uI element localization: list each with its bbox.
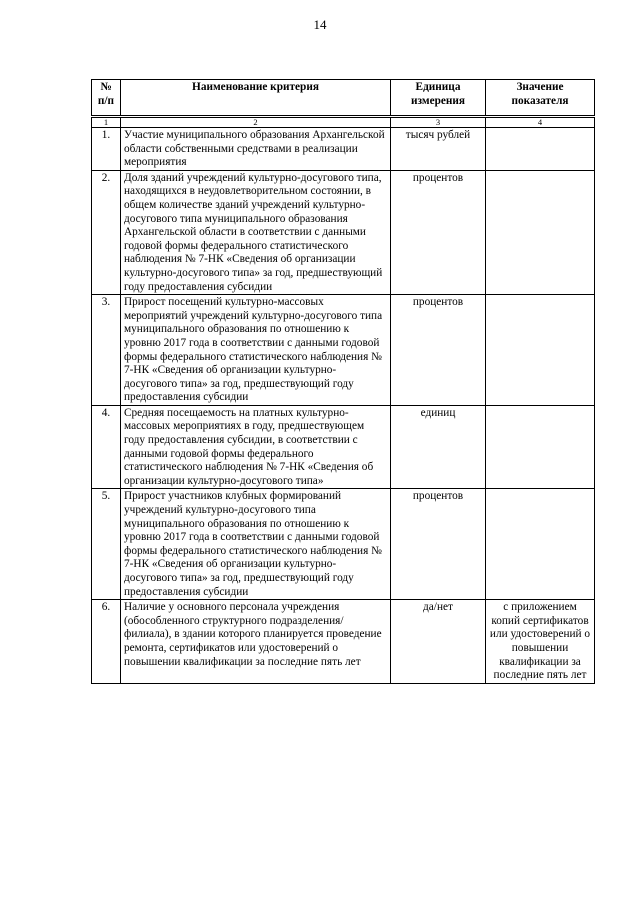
criterion-name: Доля зданий учреждений культурно-досугового типа, находящихся в неудовлетворительном состоянии, в общем количестве зданий учреждений культурно-досугового типа муниципального образования Архангельской области в соответствии с данными годовой формы федерального статистического наблюдения № 7-НК «Сведения об организации культурно-досугового типа» за год, предшествующий году предоставления субсидии <box>121 170 391 294</box>
table-header-row <box>92 80 595 117</box>
indicator-value: с приложением копий сертификатов или удостоверений о повышении квалификации за последние пять лет <box>486 600 595 684</box>
table-row <box>92 128 595 171</box>
header-criterion-name: Наименование критерия <box>121 80 391 117</box>
criterion-name: Прирост посещений культурно-массовых мероприятий учреждений культурно-досугового типа муниципального образования по отношению к уровню 2017 года в соответствии с данными годовой формы федерального статистического наблюдения № 7-НК «Сведения об организации культурно-досугового типа» за год, предшествующий году предоставления субсидии <box>121 295 391 406</box>
column-index: 1 <box>92 117 121 128</box>
row-number: 3. <box>92 295 121 406</box>
column-index-row <box>92 117 595 128</box>
unit-of-measure: да/нет <box>391 600 486 684</box>
unit-of-measure: процентов <box>391 489 486 600</box>
unit-of-measure: единиц <box>391 405 486 489</box>
indicator-value <box>486 489 595 600</box>
criterion-name: Прирост участников клубных формирований учреждений культурно-досугового типа муниципального образования по отношению к уровню 2017 года в соответствии с данными годовой формы федерального статистического наблюдения № 7-НК «Сведения об организации культурно-досугового типа» за год, предшествующий году предоставления субсидии <box>121 489 391 600</box>
indicator-value <box>486 405 595 489</box>
criteria-table <box>91 79 595 684</box>
row-number: 4. <box>92 405 121 489</box>
table-row <box>92 600 595 684</box>
table-row <box>92 170 595 294</box>
unit-of-measure: процентов <box>391 295 486 406</box>
header-value: Значение показателя <box>486 80 595 117</box>
indicator-value <box>486 170 595 294</box>
column-index: 2 <box>121 117 391 128</box>
row-number: 1. <box>92 128 121 171</box>
criterion-name: Средняя посещаемость на платных культурно-массовых мероприятиях в году, предшествующем году предоставления субсидии, в соответствии с данными годовой формы федерального статистического наблюдения № 7-НК «Сведения об организации культурно-досугового типа» <box>121 405 391 489</box>
column-index: 3 <box>391 117 486 128</box>
table-row <box>92 405 595 489</box>
indicator-value <box>486 295 595 406</box>
page-number: 14 <box>313 17 327 32</box>
row-number: 6. <box>92 600 121 684</box>
criterion-name: Наличие у основного персонала учреждения (обособленного структурного подразделения/филиала), в здании которого планируется проведение ремонта, сертификатов или удостоверений о повышении квалификации за последние пять лет <box>121 600 391 684</box>
criterion-name: Участие муниципального образования Архангельской области собственными средствами в реализации мероприятия <box>121 128 391 171</box>
table-row <box>92 489 595 600</box>
header-unit: Единица измерения <box>391 80 486 117</box>
unit-of-measure: тысяч рублей <box>391 128 486 171</box>
table-row <box>92 295 595 406</box>
row-number: 2. <box>92 170 121 294</box>
indicator-value <box>486 128 595 171</box>
unit-of-measure: процентов <box>391 170 486 294</box>
header-number: № п/п <box>92 80 121 117</box>
row-number: 5. <box>92 489 121 600</box>
column-index: 4 <box>486 117 595 128</box>
